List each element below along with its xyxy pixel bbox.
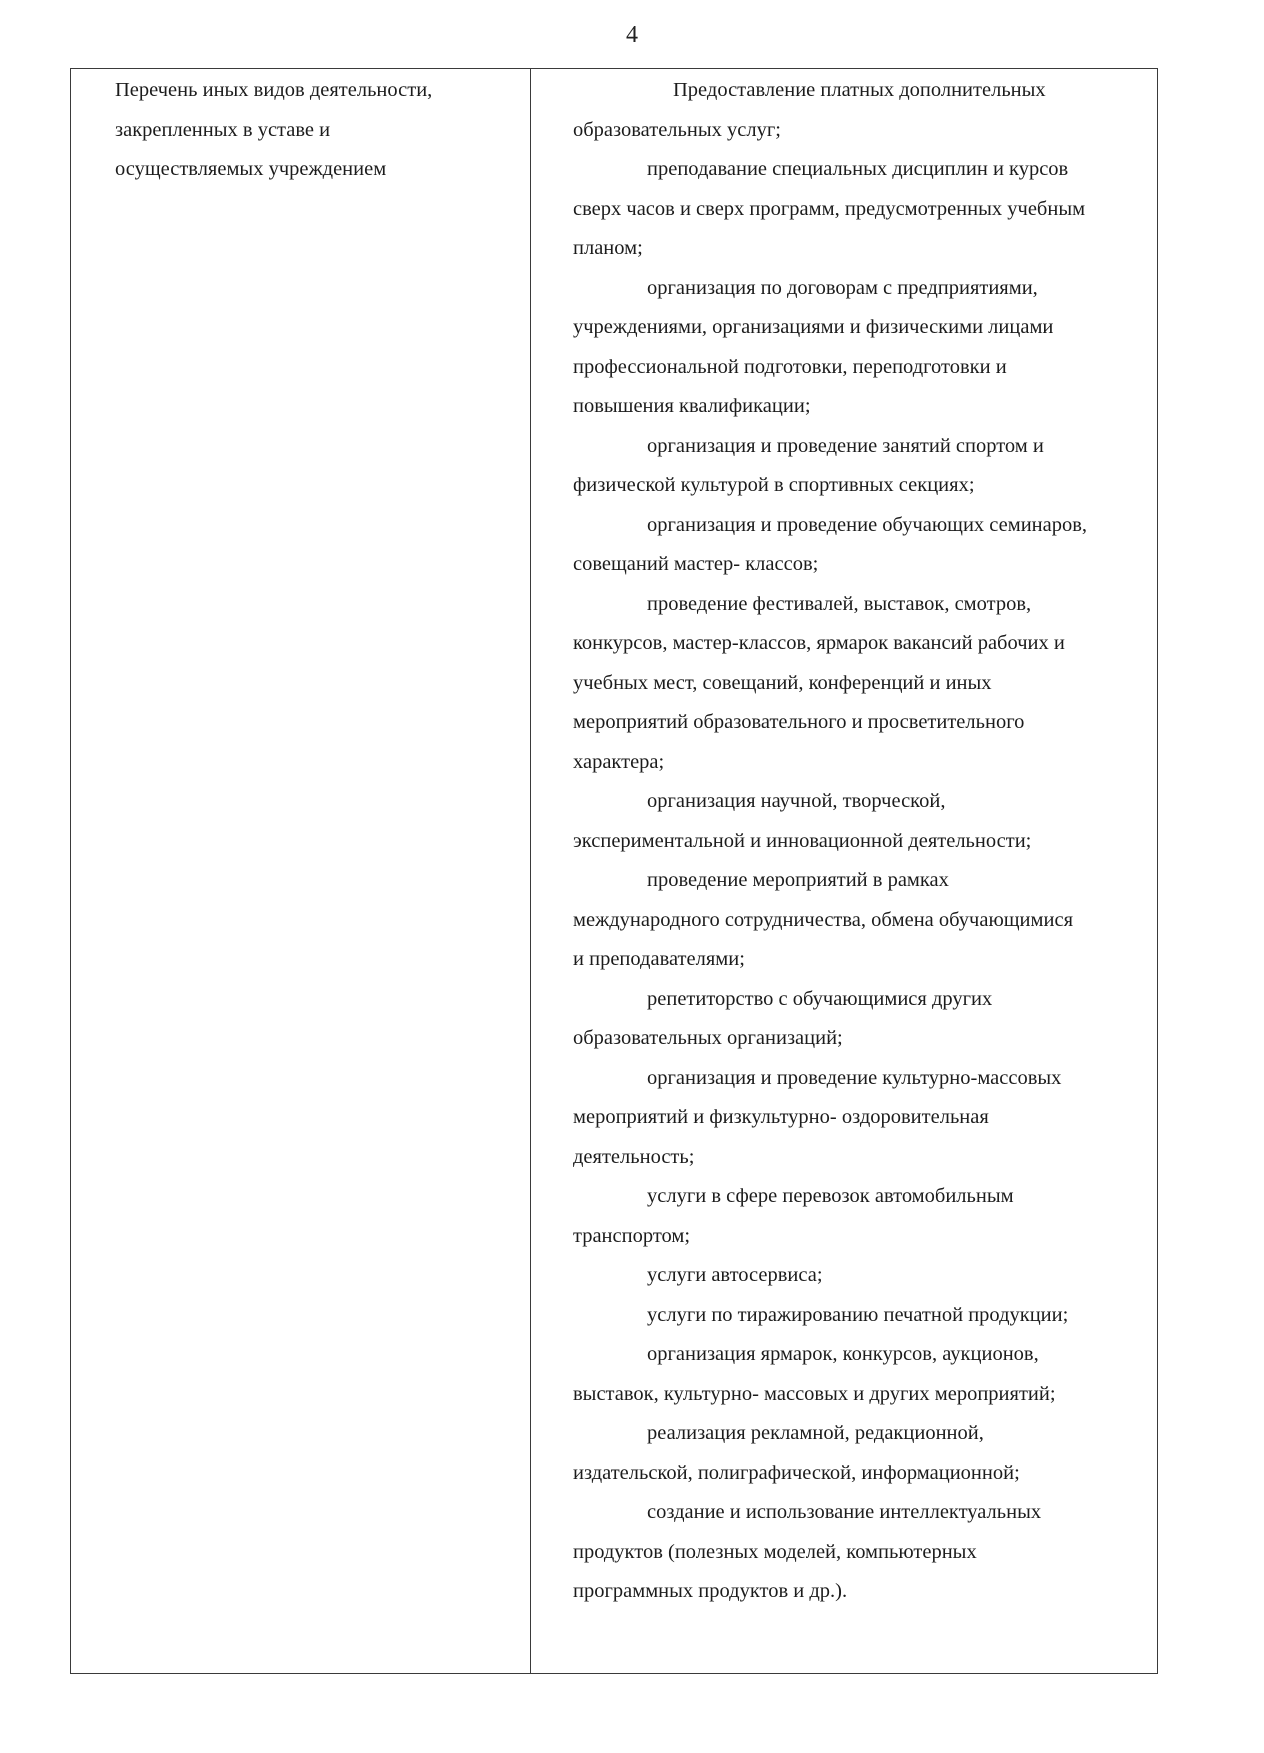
activity-item-line: создание и использование интеллектуальных	[647, 1501, 1042, 1523]
activity-item-line: реализация рекламной, редакционной,	[647, 1422, 984, 1444]
activity-item-line: издательской, полиграфической, информационной;	[573, 1461, 1020, 1484]
activity-item-line: повышения квалификации;	[573, 395, 811, 417]
activity-item-line: мероприятий образовательного и просветительного	[573, 711, 1025, 733]
column-divider	[530, 69, 531, 1673]
activity-item	[573, 1335, 1153, 1414]
activity-item-line: программных продуктов и др.).	[573, 1580, 848, 1602]
activity-item	[573, 506, 1153, 585]
activity-item-line: организация ярмарок, конкурсов, аукционов,	[647, 1343, 1039, 1365]
activity-item-line: физической культурой в спортивных секциях;	[573, 474, 975, 496]
activity-item-line: сверх часов и сверх программ, предусмотренных учебным	[573, 197, 1086, 220]
activity-item	[573, 1296, 1153, 1336]
activity-item	[573, 980, 1153, 1059]
activity-item-line: и преподавателями;	[573, 948, 745, 970]
activity-item-line: международного сотрудничества, обмена обучающимися	[573, 908, 1073, 931]
activity-type-heading-cell	[115, 71, 515, 190]
activity-item-line: проведение фестивалей, выставок, смотров,	[647, 592, 1032, 615]
activity-item-line: учреждениями, организациями и физическими лицами	[573, 316, 1054, 338]
activity-item-line: планом;	[573, 237, 643, 259]
activity-item-line: проведение мероприятий в рамках	[647, 869, 949, 891]
activity-item-line: организация научной, творческой,	[647, 790, 946, 812]
activity-item	[573, 71, 1153, 150]
activity-item-line: преподавание специальных дисциплин и курсов	[647, 158, 1069, 180]
activity-item-line: репетиторство с обучающимися других	[647, 987, 993, 1010]
activity-item-line: образовательных услуг;	[573, 118, 781, 141]
activity-item-line: деятельность;	[573, 1145, 695, 1168]
activity-item-line: мероприятий и физкультурно- оздоровительная	[573, 1106, 989, 1128]
activity-item	[573, 1256, 1153, 1296]
activity-item-line: продуктов (полезных моделей, компьютерных	[573, 1540, 977, 1563]
heading-line: осуществляемых учреждением	[115, 158, 387, 180]
activity-item-line: характера;	[573, 750, 665, 773]
activity-item-line: учебных мест, совещаний, конференций и иных	[573, 671, 992, 694]
activity-item-line: услуги в сфере перевозок автомобильным	[647, 1185, 1014, 1207]
activity-item-line: организация и проведение культурно-массовых	[647, 1066, 1062, 1089]
activity-item	[573, 1059, 1153, 1178]
activity-item-line: услуги по тиражированию печатной продукции;	[647, 1303, 1069, 1326]
activity-item	[573, 1177, 1153, 1256]
activity-item	[573, 427, 1153, 506]
activity-item	[573, 861, 1153, 980]
activity-item-line: организация и проведение занятий спортом и	[647, 434, 1044, 457]
heading-line: Перечень иных видов деятельности,	[115, 79, 433, 101]
activity-item	[573, 782, 1153, 861]
activity-item-line: выставок, культурно- массовых и других мероприятий;	[573, 1382, 1056, 1405]
activities-list-cell	[573, 71, 1153, 1612]
activity-item-line: образовательных организаций;	[573, 1027, 843, 1049]
activity-item	[573, 150, 1153, 269]
activity-item-line: Предоставление платных дополнительных	[673, 79, 1046, 101]
activity-item-line: организация и проведение обучающих семинаров,	[647, 513, 1088, 536]
activity-item-line: транспортом;	[573, 1224, 691, 1247]
activity-item	[573, 269, 1153, 427]
activity-item-line: профессиональной подготовки, переподготовки и	[573, 355, 1007, 378]
activity-item-line: совещаний мастер- классов;	[573, 553, 819, 575]
page-number: 4	[626, 22, 638, 48]
activities-table	[70, 68, 1158, 1674]
activity-item-line: организация по договорам с предприятиями,	[647, 276, 1038, 299]
activity-item	[573, 1414, 1153, 1493]
activity-item-line: конкурсов, мастер-классов, ярмарок вакансий рабочих и	[573, 632, 1065, 654]
activity-item-line: услуги автосервиса;	[647, 1264, 823, 1286]
activity-item	[573, 585, 1153, 783]
activity-item-line: экспериментальной и инновационной деятельности;	[573, 829, 1032, 852]
activity-item	[573, 1493, 1153, 1612]
heading-line: закрепленных в уставе и	[115, 118, 331, 141]
